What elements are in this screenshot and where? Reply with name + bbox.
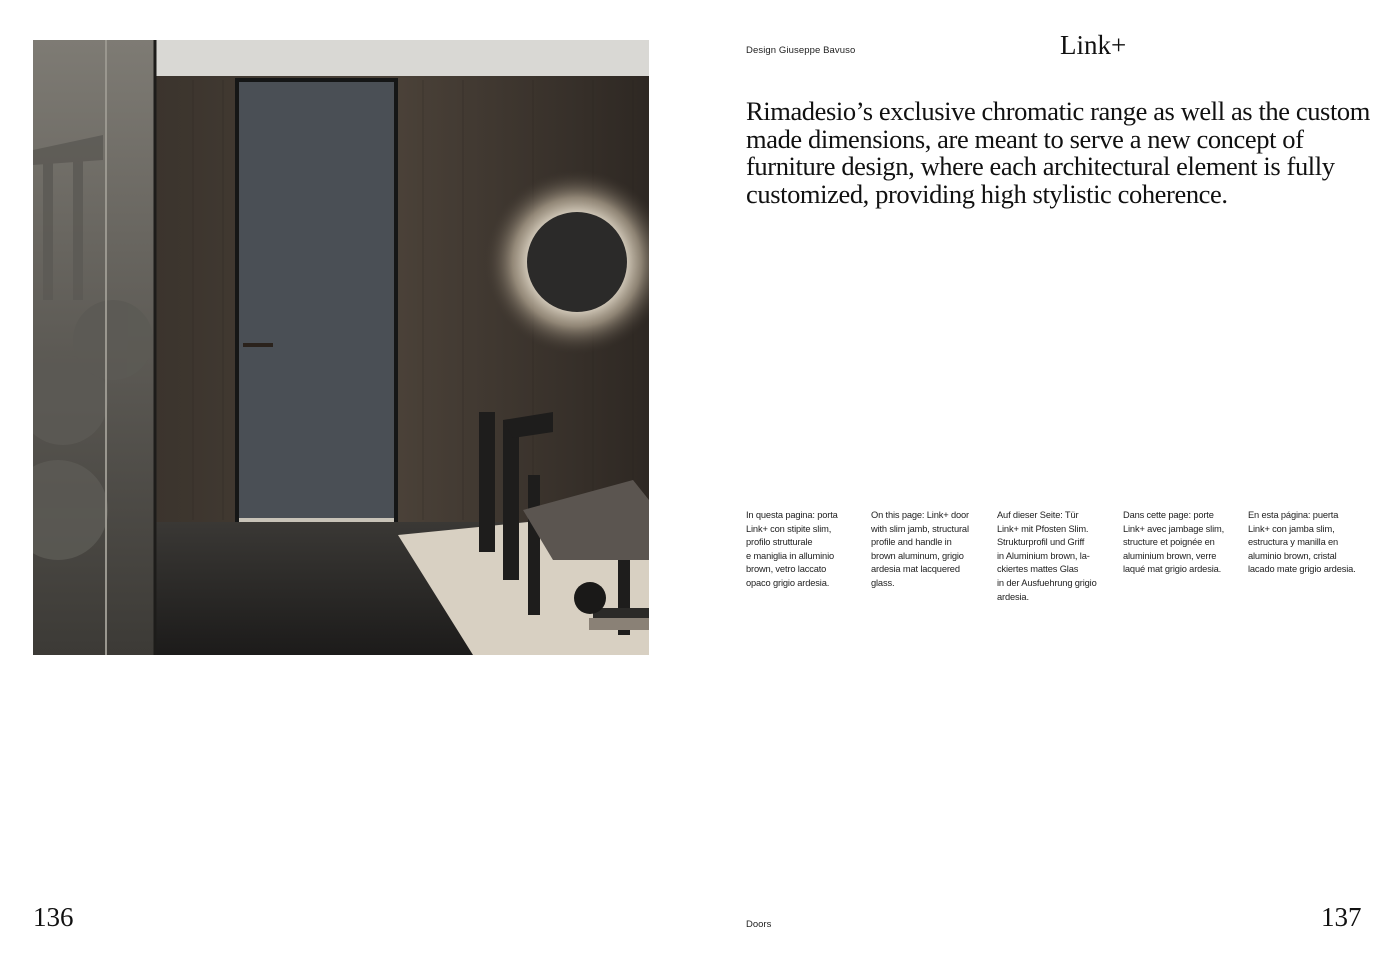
caption-english: On this page: Link+ door with slim jamb, structural profile and handle in brown aluminum, grigio ardesia mat lacquered glass.: [871, 510, 969, 588]
caption-german: Auf dieser Seite: Tür Link+ mit Pfosten Slim. Strukturprofil und Griff in Aluminium brown, la- ckiertes mattes Glas in der Ausfuehrung grigio ardesia.: [997, 510, 1097, 602]
product-name: Link+: [1060, 30, 1127, 60]
interior-photo-icon: [33, 40, 649, 655]
interior-photo: [33, 40, 649, 655]
page-number-left: 136: [33, 902, 74, 932]
designer-credit: Design Giuseppe Bavuso: [746, 45, 856, 56]
headline: Rimadesio’s exclusive chromatic range as well as the custom made dimensions, are meant to serve a new concept of furniture design, where each architectural element is fully customized, providing high stylistic coherence.: [746, 96, 1370, 209]
page-number-right: 137: [1321, 902, 1362, 932]
caption-french: Dans cette page: porte Link+ avec jambage slim, structure et poignée en aluminium brown, verre laqué mat grigio ardesia.: [1123, 510, 1225, 575]
caption-italian: In questa pagina: porta Link+ con stipite slim, profilo strutturale e maniglia in alluminio brown, vetro laccato opaco grigio ardesia.: [746, 510, 838, 588]
section-label: Doors: [746, 919, 772, 930]
caption-spanish: En esta página: puerta Link+ con jamba slim, estructura y manilla en aluminio brown, cristal lacado mate grigio ardesia.: [1248, 510, 1356, 575]
